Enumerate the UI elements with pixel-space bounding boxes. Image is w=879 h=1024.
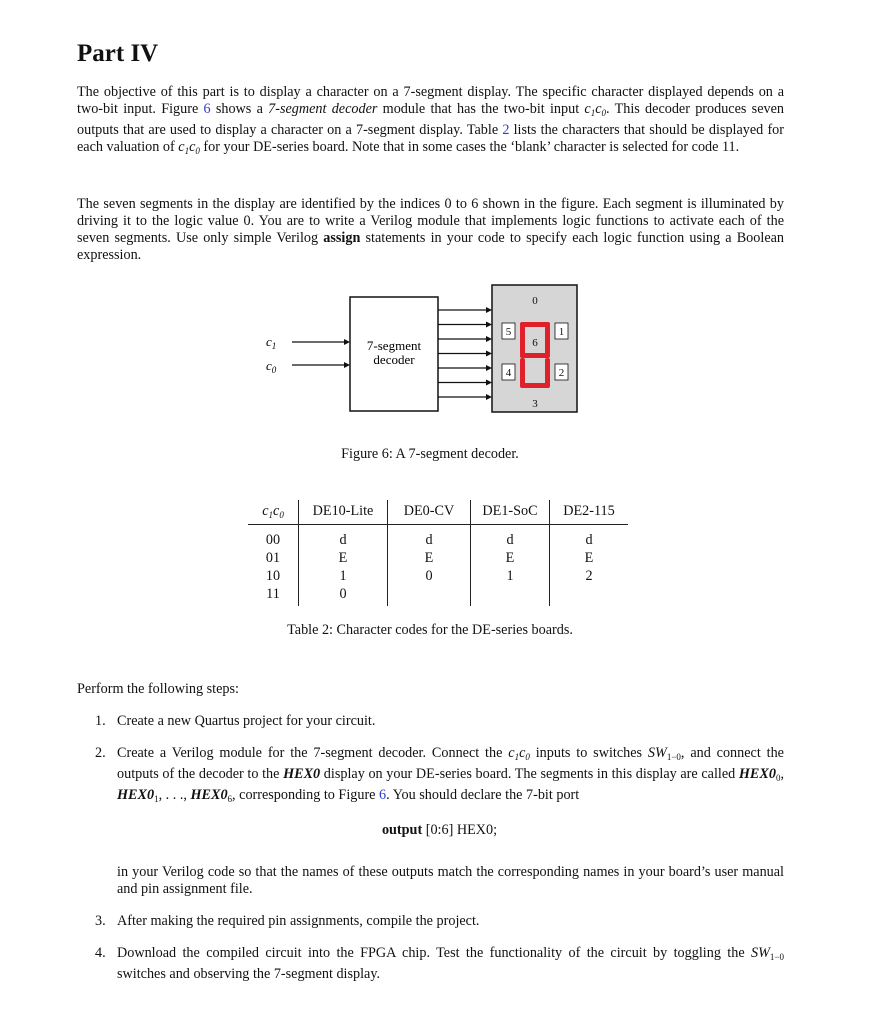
input-var: $c_1c_0$ bbox=[178, 139, 200, 156]
code-cell: 11 bbox=[266, 585, 280, 602]
segment-1 bbox=[545, 325, 550, 355]
table-cell: 1 bbox=[299, 567, 388, 585]
table-cell bbox=[550, 585, 629, 606]
bold-keyword: assign bbox=[323, 230, 361, 246]
table-cell bbox=[471, 585, 550, 606]
arrow-icon bbox=[344, 339, 350, 345]
table-caption: Table 2: Character codes for the DE-series boards. bbox=[287, 622, 573, 638]
seg-label-4: 4 bbox=[505, 367, 512, 379]
code-cell: 10 bbox=[265, 567, 281, 584]
arrow-icon bbox=[486, 394, 492, 400]
step-4 bbox=[95, 945, 784, 983]
arrow-icon bbox=[486, 365, 492, 371]
table-cell: d bbox=[550, 525, 629, 550]
code-keyword: output bbox=[381, 822, 423, 838]
seg-label-3: 3 bbox=[532, 398, 538, 410]
arrow-icon bbox=[486, 307, 492, 313]
table-cell: E bbox=[471, 549, 550, 567]
arrow-icon bbox=[486, 380, 492, 386]
text: The objective of this part is to display a character on a 7-segment display. The specific character displayed depends on a two-bit input. Figure bbox=[77, 84, 784, 117]
column-header: DE10-Lite bbox=[299, 500, 388, 525]
step-2-continued: in your Verilog code so that the names of these outputs match the corresponding names in your board’s user manual and pin assignment file. bbox=[117, 864, 784, 897]
column-header: DE0-CV bbox=[388, 500, 471, 525]
table-cell: d bbox=[388, 525, 471, 550]
text: lists the characters that should be displayed for each valuation of bbox=[77, 122, 784, 155]
table-cell: 0 bbox=[388, 567, 471, 585]
column-header: DE1-SoC bbox=[471, 500, 550, 525]
step-text: Create a Verilog module for the 7-segment decoder. Connect the bbox=[117, 745, 509, 761]
code-line bbox=[0, 822, 879, 839]
page-title: Part IV bbox=[77, 40, 159, 67]
step-text: . You should declare the 7-bit port bbox=[386, 787, 580, 803]
step-text: Create a new Quartus project for your circuit. bbox=[117, 713, 376, 729]
figure-caption: Figure 6: A 7-segment decoder. bbox=[341, 446, 519, 462]
figure-link[interactable]: 6 bbox=[379, 787, 387, 803]
table-cell: E bbox=[550, 549, 629, 567]
seg-label-2: 2 bbox=[558, 367, 565, 379]
figure-link[interactable]: 6 bbox=[203, 101, 211, 117]
segment-5 bbox=[520, 325, 525, 355]
intro-paragraph bbox=[77, 84, 784, 160]
output-wires bbox=[438, 307, 492, 400]
text: module that has the two-bit input bbox=[377, 101, 585, 117]
step-text: Download the compiled circuit into the FPGA chip. Test the functionality of the circuit by toggling the bbox=[117, 945, 751, 961]
step-3 bbox=[95, 913, 784, 930]
code-header: $c_1c_0$ bbox=[248, 500, 299, 525]
hex-seg: $HEX0_1$ bbox=[117, 787, 159, 804]
table-row bbox=[248, 567, 628, 585]
table-cell: 1 bbox=[471, 567, 550, 585]
table-link[interactable]: 2 bbox=[502, 122, 510, 138]
switch-var: $SW_{1-0}$ bbox=[647, 745, 681, 762]
text: statements in your code to specify each logic function using a Boolean expression. bbox=[77, 230, 785, 263]
step-text: , and connect the outputs of the decoder to the bbox=[117, 745, 784, 782]
input-c0-label: $c_0$ bbox=[266, 358, 277, 375]
step-text: After making the required pin assignments, compile the project. bbox=[117, 913, 480, 929]
step-2: 2. Create a Verilog module for the 7-segment decoder. Connect the $c_1c_0$ inputs to switches $SW_{1-0}$, and connect the outputs of the decoder to the HEX0 display on your DE-series board. The segments in this display are called $HEX0_0$, $HEX0_1$, . . ., $HEX0_6$, corresponding to Figure 6. You should declare the 7-bit port bbox=[95, 745, 784, 804]
arrow-icon bbox=[486, 322, 492, 328]
decoder-label: 7-segment bbox=[366, 338, 422, 353]
input-c1-label: $c_1$ bbox=[266, 334, 277, 351]
hex-seg: $HEX0_6$ bbox=[190, 787, 233, 804]
input-var: $c_1c_0$ bbox=[584, 101, 607, 118]
table-cell: 2 bbox=[550, 567, 629, 585]
text: for your DE-series board. Note that in some cases the ‘blank’ character is selected for code 11. bbox=[199, 139, 740, 155]
table-cell bbox=[388, 585, 471, 606]
arrow-icon bbox=[486, 351, 492, 357]
step-number: 4. bbox=[95, 945, 106, 961]
arrow-icon bbox=[486, 336, 492, 342]
text: shows a bbox=[210, 101, 269, 117]
character-codes-table bbox=[248, 500, 628, 606]
seg-label-0: 0 bbox=[532, 295, 538, 307]
hex-name: HEX0 bbox=[283, 766, 321, 782]
step-text: display on your DE-series board. The segments in this display are called bbox=[320, 766, 739, 782]
table-header-row bbox=[248, 500, 628, 525]
decoder-label: decoder bbox=[373, 352, 415, 367]
table-row bbox=[248, 585, 628, 606]
hex-seg: $HEX0_0$ bbox=[738, 766, 781, 783]
code-text: [0:6] HEX0; bbox=[422, 822, 498, 838]
arrow-icon bbox=[344, 362, 350, 368]
table-cell: E bbox=[299, 549, 388, 567]
seg-label-5: 5 bbox=[505, 326, 512, 338]
step-1 bbox=[95, 713, 784, 730]
seg-label-6: 6 bbox=[532, 337, 538, 349]
text: The seven segments in the display are identified by the indices 0 to 6 shown in the figure. Each segment is illuminated by driving it to the logic value 0. You are to write a Verilog module that implements logic functions to activate each of the seven segments. Use only simple Verilog bbox=[77, 196, 784, 246]
seg-label-1: 1 bbox=[558, 326, 565, 338]
step-number: 1. bbox=[95, 713, 106, 729]
step-text: switches and observing the 7-segment display. bbox=[117, 966, 381, 982]
step-text: inputs to switches bbox=[529, 745, 648, 761]
input-var: $c_1c_0$ bbox=[508, 745, 530, 762]
code-cell: 01 bbox=[265, 549, 281, 566]
step-number: 2. bbox=[95, 745, 106, 761]
table-row bbox=[248, 549, 628, 567]
steps-intro: Perform the following steps: bbox=[77, 681, 239, 697]
emphasis: 7-segment decoder bbox=[268, 101, 378, 117]
table-cell: d bbox=[299, 525, 388, 550]
column-header: DE2-115 bbox=[550, 500, 629, 525]
switch-var: $SW_{1-0}$ bbox=[751, 945, 784, 962]
text: . This decoder produces seven outputs that are used to display a character on a 7-segment display. Table bbox=[77, 101, 784, 138]
segment-6 bbox=[520, 353, 550, 358]
code-cell: 00 bbox=[265, 531, 281, 548]
step-text: , corresponding to Figure bbox=[232, 787, 380, 803]
segment-2 bbox=[545, 358, 550, 387]
segment-4 bbox=[520, 358, 525, 387]
segments-paragraph bbox=[77, 196, 784, 264]
decoder-figure bbox=[240, 282, 600, 422]
table-cell: 0 bbox=[299, 585, 388, 606]
table-row bbox=[248, 525, 628, 550]
table-cell: d bbox=[471, 525, 550, 550]
table-cell: E bbox=[388, 549, 471, 567]
step-number: 3. bbox=[95, 913, 106, 929]
